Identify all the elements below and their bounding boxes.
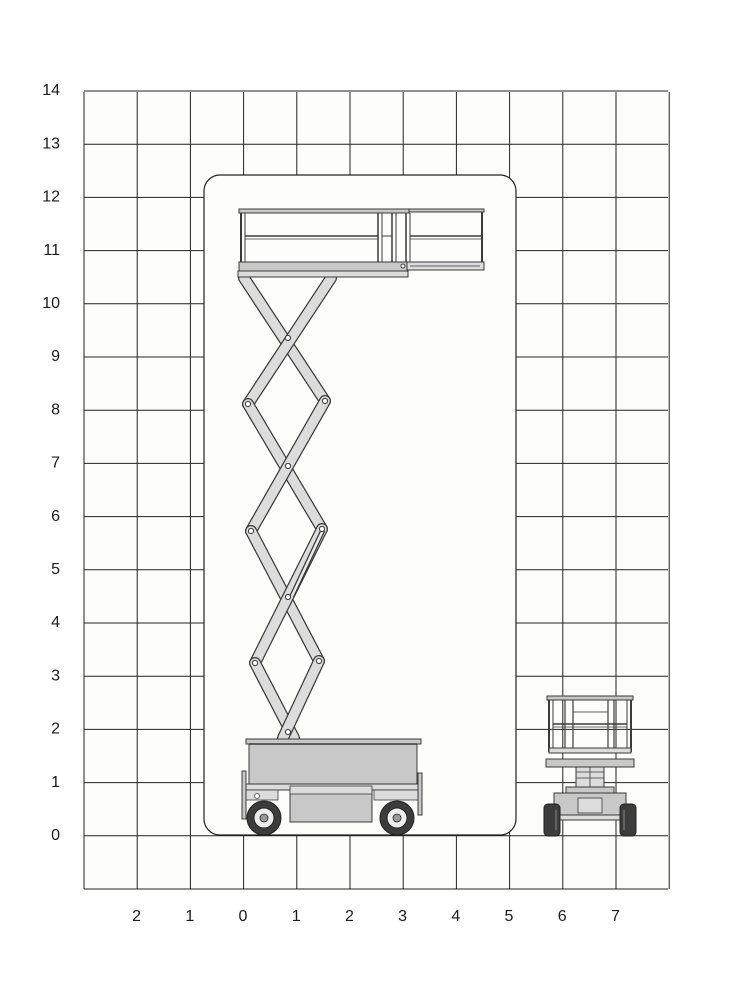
y-tick-label: 1 [51, 773, 60, 791]
y-tick-label: 6 [51, 507, 60, 525]
y-tick-label: 12 [42, 188, 60, 206]
x-tick-label: 1 [185, 908, 195, 925]
y-tick-label: 2 [51, 720, 60, 738]
y-tick-label: 11 [43, 241, 60, 259]
x-tick-label: 2 [344, 908, 354, 925]
y-tick-label: 9 [51, 348, 60, 366]
pivot-pin [322, 398, 327, 403]
y-tick-label: 7 [51, 454, 60, 472]
pivot-pin [285, 729, 290, 734]
x-tick-label: 7 [610, 908, 620, 925]
y-tick-label: 3 [51, 667, 60, 685]
x-tick-label: 3 [398, 908, 408, 925]
platform-pin [401, 264, 405, 268]
pivot-pin [285, 594, 290, 599]
platform-base-plate [238, 271, 408, 277]
x-tick-label: 6 [557, 908, 567, 925]
y-tick-label: 0 [51, 827, 60, 844]
y-tick-label: 14 [42, 82, 60, 100]
pivot-pin [245, 401, 250, 406]
pivot-pin [248, 528, 253, 533]
x-tick-label: 4 [451, 908, 461, 925]
y-tick-label: 10 [42, 295, 60, 312]
pivot-pin [252, 660, 257, 665]
x-tick-label: 5 [504, 908, 514, 925]
y-tick-label: 13 [42, 135, 60, 153]
rear-wheel [380, 801, 414, 835]
y-axis-labels [42, 82, 60, 844]
x-tick-label: 1 [291, 908, 301, 925]
pivot-pin [316, 658, 321, 663]
pivot-pin [285, 463, 290, 468]
y-tick-label: 5 [51, 561, 60, 578]
y-tick-label: 4 [51, 614, 60, 632]
y-tick-label: 8 [51, 401, 60, 419]
front-wheel [247, 801, 281, 835]
platform-deck [239, 262, 407, 271]
x-tick-label: 2 [132, 908, 142, 925]
x-tick-label: 0 [238, 908, 248, 925]
x-axis-labels [132, 908, 620, 925]
pivot-pin [319, 526, 324, 531]
pivot-pin [285, 335, 290, 340]
